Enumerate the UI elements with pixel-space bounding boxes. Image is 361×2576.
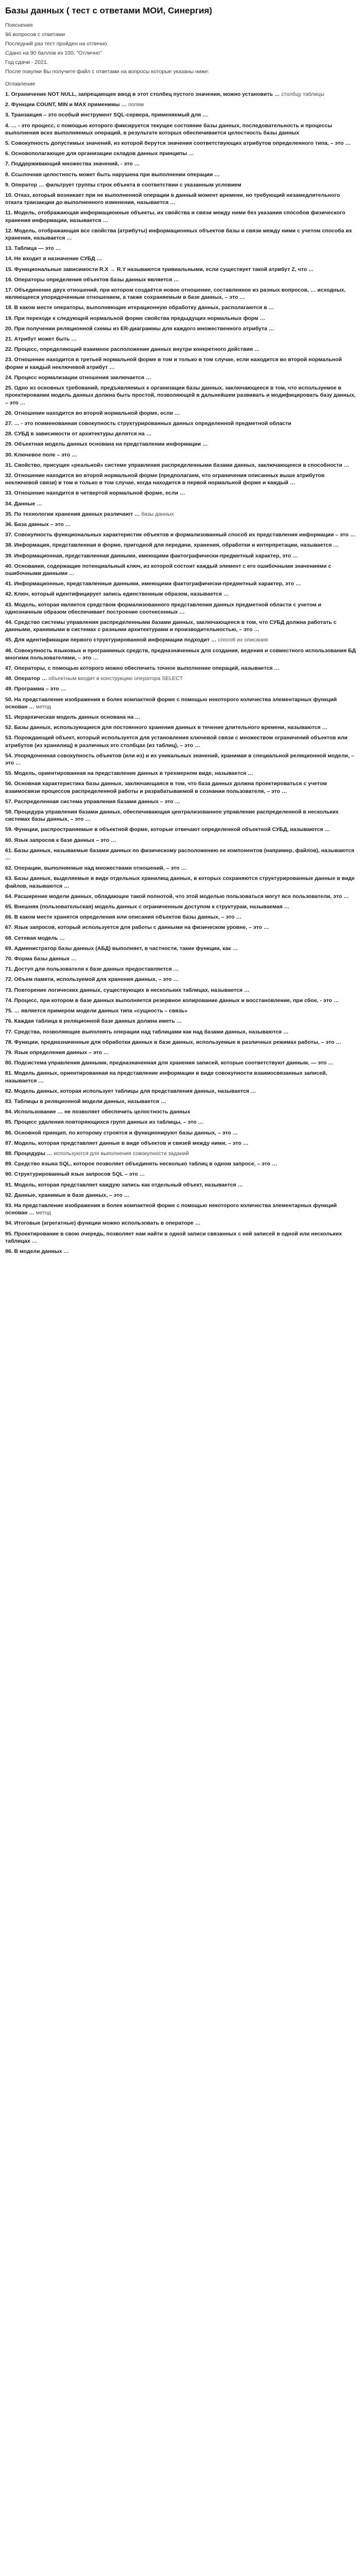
question-item (5, 192, 356, 206)
question-item (5, 209, 356, 224)
question-item (5, 847, 356, 861)
question-item (5, 325, 356, 332)
question-item (5, 1140, 356, 1147)
question-text: 78. Функции, предназначенные для обработки данных в базе данных, используемые в различных режимах работы, – это … (5, 1039, 341, 1045)
question-item (5, 893, 356, 900)
question-item (5, 101, 356, 108)
question-item (5, 1039, 356, 1046)
question-item (5, 315, 356, 322)
question-item (5, 451, 356, 459)
question-item (5, 1230, 356, 1245)
question-item (5, 696, 356, 710)
question-text: 44. Средство системы управления распределенными базами данных, заключающееся в том, что СУБД должна работать с данными, хранимыми в системах с разными архитектурами и производительностью, – это … (5, 619, 337, 633)
question-text: 9. Оператор … фильтрует группы строк объекта в соответствии с указанным условием (5, 181, 242, 188)
question-item (5, 734, 356, 749)
question-text: 84. Использование … не позволяет обеспечить целостность данных (5, 1109, 191, 1115)
question-text: 75. … является примером модели данных типа «сущность – связь» (5, 1008, 187, 1014)
question-item (5, 1098, 356, 1105)
question-item (5, 590, 356, 598)
question-text: 93. На представление изображения в более компактной форме с помощью некоторого количества элементарных функций основан … (5, 1202, 337, 1216)
question-text: 52. Базы данных, использующиеся для постоянного хранения данных в течение длительного времени, называются … (5, 724, 328, 731)
question-text: 43. Модель, которая является средством формализованного представления данных предметной области с учетом и однозначным образом обеспечивает построение соотнесенных … (5, 601, 321, 615)
question-item (5, 1049, 356, 1056)
question-text: 18. В каком месте операторы, выполняющие итерационную обработку данных, располагаются в … (5, 304, 274, 311)
question-item (5, 837, 356, 844)
question-item (5, 472, 356, 486)
question-item (5, 521, 356, 528)
question-text: 56. Основная характеристика базы данных, заключающаяся в том, что база данных должна проектироваться с учетом взаимосвязи процессов распределенной работы и разрабатываемой в сознании пользователя, – это … (5, 781, 327, 794)
question-text: 1. Ограничение NOT NULL, запрещающее ввод в этот столбец пустого значения, можно установить … (5, 91, 280, 97)
question-item (5, 724, 356, 731)
question-item (5, 987, 356, 994)
question-text: 80. Подсистема управления данными, предназначенная для хранения записей, которые соответствуют данным, — это … (5, 1060, 334, 1066)
question-text: 46. Совокупность языковых и программных средств, предназначенных для создания, ведения и совместного использования БД многими пользователями, – это … (5, 647, 356, 661)
question-item (5, 122, 356, 137)
question-item (5, 500, 356, 507)
question-text: 66. В каком месте хранятся определения или описания объектов базы данных, – это … (5, 914, 242, 921)
question-text: 11. Модель, отображающая информационные объекты, их свойства и связи между ними без указания способов физического хранения информации, называется … (5, 210, 346, 224)
question-item (5, 665, 356, 672)
question-item (5, 798, 356, 805)
meta-line: 96 вопросов с ответами (5, 31, 65, 38)
question-answer: столбцу таблицы (281, 91, 324, 97)
question-item (5, 752, 356, 767)
question-text: 20. При получении реляционной схемы из ER-диаграммы для каждого множественного атрибута … (5, 325, 274, 332)
question-item (5, 808, 356, 823)
meta-line: Сдано на 90 баллов из 100, "Отлично" (5, 50, 102, 56)
question-text: 48. Оператор … (5, 675, 47, 682)
question-answer: способ их описания (218, 637, 268, 643)
question-item (5, 245, 356, 252)
question-item (5, 160, 356, 167)
question-text: 58. Процедура управления базами данных, обеспечивающая централизованное управление распределенной в нескольких системах базы данных, – это … (5, 809, 339, 823)
question-text: 54. Упорядоченная совокупность объектов (или из) и их уникальных значений, хранимая в специальной реляционной модели, – это … (5, 752, 354, 767)
question-text: 21. Атрибут может быть … (5, 336, 77, 343)
question-item (5, 1171, 356, 1178)
questions-list (5, 91, 356, 1255)
question-text: 28. СУБД в зависимости от архитектуры делятся на … (5, 431, 152, 437)
question-text: 49. Программа – это … (5, 686, 66, 692)
question-text: 51. Иерархическая модель данных основана на … (5, 714, 141, 720)
question-item (5, 440, 356, 448)
question-item (5, 266, 356, 273)
question-text: 82. Модель данных, которая использует таблицы для представления данных, называется … (5, 1088, 256, 1094)
question-text: 36. База данных – это … (5, 521, 71, 528)
question-item (5, 1028, 356, 1036)
meta-line: После покупки Вы получите файл с ответами на вопросы которые указаны ниже: (5, 69, 210, 75)
question-text: 17. Объединение двух отношений, при котором создаётся новое отношение, составленное из разных вопросов, … исходных, являющееся упорядоченным отношением, а также сохраняемым в базе данных, – это … (5, 287, 346, 301)
question-text: 2. Функции COUNT, MIN и MAX применимы … (5, 101, 127, 108)
meta-line: Пояснения (5, 22, 33, 28)
question-item (5, 1150, 356, 1157)
question-item (5, 945, 356, 952)
question-text: 63. Базы данных, выделяемые в виде отдельных хранилищ данных, в которых сохраняются структурированные данные в виде файлов, называются … (5, 875, 355, 889)
question-item (5, 770, 356, 777)
question-item (5, 410, 356, 417)
question-item (5, 346, 356, 353)
question-item (5, 171, 356, 178)
question-text: 40. Основания, содержащие потенциальный ключ, из которой состоит каждый элемент с его ошибочными значениями с ошибочными данными … (5, 563, 332, 577)
question-item (5, 647, 356, 662)
meta-line: Последний раз тест пройден на отлично. (5, 41, 109, 47)
question-text: 95. Проектирование в свою очередь, позволяет нам найти в одной записи связанных с ней записей в одной или нескольких таблицах … (5, 1230, 342, 1244)
question-item (5, 489, 356, 497)
question-text: 76. Каждая таблица в реляционной базе данных должна иметь … (5, 1018, 182, 1025)
question-text: 70. Форма базы данных … (5, 956, 77, 962)
question-item (5, 384, 356, 406)
question-item (5, 955, 356, 962)
question-item (5, 913, 356, 921)
questions-label: Оглавление (5, 81, 36, 87)
question-item (5, 714, 356, 721)
question-text: 81. Модель данных, ориентированная на представление информации в виде совокупности взаимосвязанных записей, называется … (5, 1070, 328, 1084)
page (0, 0, 361, 1268)
question-item (5, 1202, 356, 1216)
question-answer: метод (36, 703, 51, 710)
question-text: 33. Отношение находится в четвертой нормальной форме, если … (5, 490, 185, 497)
question-text: 41. Информационные, представленные данными, имеющими фактографически-предметный характер, это … (5, 581, 301, 587)
question-text: 22. Процесс, определяющий взаимное расположение данных внутри конкретного действия … (5, 346, 260, 353)
question-item (5, 965, 356, 973)
question-text: 90. Структурированный язык запросов SQL – это … (5, 1171, 145, 1178)
question-text: 92. Данные, хранимые в базе данных, – это … (5, 1192, 130, 1198)
question-text: 72. Объем памяти, используемой для хранения данных, – это … (5, 976, 179, 983)
question-text: 37. Совокупность функциональных характеристик объектов и формализованный способ их представления информации – это … (5, 532, 356, 538)
question-text: 91. Модель, которая представляет каждую запись как отдельный объект, называется … (5, 1181, 243, 1188)
question-text: 25. Одно из основных требований, предъявляемых к организации базы данных, заключающееся в том, что используемое в проектировании модель данных должна быть простой, позволяющей в дальнейшем развивать и модифицировать базу данных, – это … (5, 385, 356, 406)
question-text: 62. Операции, выполняемые над множествами отношений, – это … (5, 865, 186, 872)
question-item (5, 875, 356, 889)
question-item (5, 1118, 356, 1126)
question-item (5, 1088, 356, 1095)
question-text: 24. Процесс нормализации отношения заключается … (5, 374, 151, 381)
question-text: 85. Процесс удаления повторяющихся групп данных из таблицы, – это … (5, 1119, 204, 1126)
question-text: 73. Повторение логических данных, существующих в нескольких таблицах, называется … (5, 987, 250, 993)
question-item (5, 91, 356, 98)
question-item (5, 1007, 356, 1014)
question-text: 35. По технологии хранения данных различают … (5, 511, 140, 517)
question-item (5, 619, 356, 633)
question-item (5, 1181, 356, 1189)
question-item (5, 997, 356, 1004)
question-item (5, 356, 356, 370)
meta-block (5, 22, 356, 75)
question-text: 57. Распределенная система управления базами данных – это … (5, 798, 181, 805)
question-text: 53. Порождающий объект, который используется для установления ключевой связи с множеством ограничений объектов или атрибутов (из хранилищ) в различных его столбцах (из таблиц), – это … (5, 735, 348, 749)
question-text: 32. Отношение находится во второй нормальной форме (предполагаем, что ограничения описанных выше атрибутов неключевой связи) в том и только в том случае, когда находится в первой нормальной форме и каждый … (5, 472, 325, 486)
question-text: 19. При переходе к следующей нормальной форме свойства предыдущих нормальных форм … (5, 315, 266, 321)
question-text: 29. Объектная модель данных основана на представлении информации … (5, 441, 208, 448)
question-item (5, 1192, 356, 1199)
question-item (5, 430, 356, 437)
question-text: 23. Отношение находится в третьей нормальной форме в том и только в том случае, если находится во второй нормальной форме и каждый неключевой атрибут … (5, 357, 342, 370)
question-text: 69. Администратор базы данных (АБД) выполняет, в частности, такие функции, как … (5, 945, 238, 952)
question-text: 26. Отношение находится во второй нормальной форме, если … (5, 410, 180, 416)
question-text: 30. Ключевое поле – это … (5, 451, 77, 458)
question-text: 5. Совокупность допустимых значений, из которой берутся значения соответствующих атрибутов определенного типа, – это … (5, 140, 351, 147)
question-text: 42. Ключ, который идентифицирует запись единственным образом, называется … (5, 591, 229, 598)
question-item (5, 675, 356, 682)
question-item (5, 580, 356, 587)
question-item (5, 1248, 356, 1255)
question-text: 89. Средство языка SQL, которое позволяет объединять несколько таблиц в одном запросе, – это … (5, 1161, 278, 1167)
question-item (5, 541, 356, 549)
question-text: 67. Язык запросов, который используется для работы с данными на физическом уровне, – это … (5, 924, 269, 931)
question-item (5, 150, 356, 157)
question-item (5, 255, 356, 262)
question-text: 7. Поддерживающий множества значений, - это … (5, 161, 140, 167)
question-item (5, 304, 356, 311)
question-text: 38. Информация, представленная в форме, пригодной для передачи, хранения, обработки и интерпретации, называется … (5, 542, 339, 549)
question-text: 12. Модель, отображающая все свойства (атрибуты) информационных объектов базы и связи между ними с учетом способа их хранения, называется … (5, 227, 352, 242)
meta-line: Год сдачи - 2021. (5, 59, 48, 65)
question-text: 94. Итоговые (агрегатные) функции можно использовать в операторе … (5, 1220, 201, 1227)
question-text: 31. Свойство, присущее «реальной» системе управления распределенными базами данных, заключающееся в способности … (5, 462, 350, 468)
question-text: 87. Модель, которая представляет данные в виде объектов и связей между ними, – это … (5, 1140, 249, 1146)
question-item (5, 1160, 356, 1167)
question-text: 39. Информационная, представленная данными, имеющими фактографически-предметный характер, это … (5, 552, 298, 559)
question-text: 14. Не входит в назначение СУБД … (5, 256, 102, 262)
question-text: 8. Ссылочная целостность может быть нарушена при выполнении операции … (5, 171, 220, 178)
question-text: 64. Расширение модели данных, обладающее такой полнотой, что этой моделью пользоваться могут все пользователи, это … (5, 893, 349, 900)
question-item (5, 685, 356, 692)
question-text: 77. Средства, позволяющие выполнять операции над таблицами как над базами данных, называются … (5, 1028, 289, 1035)
page-title: Базы данных ( тест с ответами МОИ, Синергия) (5, 6, 212, 15)
question-item (5, 276, 356, 283)
question-text: 4. … - это процесс, с помощью которого фиксируется текущее состояние базы данных, последовательность и процессы выполнения всех выполняемых операций, в результате которых обеспечивается целостность базы данных (5, 122, 332, 136)
question-answer: используются для выполнения совокупности заданий (54, 1150, 189, 1157)
question-text: 6. Основополагающее для организации складов данных принципы … (5, 150, 194, 157)
question-answer: объектным входит в конструкцию оператора SELECT (48, 675, 183, 682)
question-text: 86. Основной принцип, по которому строятся и функционируют базы данных, – это … (5, 1129, 238, 1136)
question-text: 50. На представление изображения в более компактной форме с помощью некоторого количества элементарных функций основан … (5, 696, 337, 710)
question-text: 45. Для идентификации первого структурированной информации подходит … (5, 637, 217, 643)
question-text: 10. Отказ, который возникает при не выполненной операции в данный момент времени, но требующий незамедлительного отката транзакции до выполненного изменения, называется … (5, 192, 340, 206)
question-text: 88. Процедуры … (5, 1150, 53, 1157)
question-text: 83. Таблицы в реляционной модели данных, называется … (5, 1098, 166, 1105)
question-item (5, 903, 356, 910)
question-item (5, 1108, 356, 1115)
question-item (5, 140, 356, 147)
question-item (5, 286, 356, 301)
question-text: 15. Функциональные зависимости R.X → R.Y называются тривиальными, если существует такой атрибут Z, что … (5, 266, 314, 273)
question-text: 96. В модели данных … (5, 1248, 69, 1255)
question-text: 16. Операторы определения объектов базы данных является … (5, 276, 179, 283)
question-text: 71. Доступ для пользователя к базе данных предоставляется … (5, 966, 179, 973)
question-text: 3. Транзакция – это особый инструмент SQL-сервера, применяемый для … (5, 112, 208, 118)
question-item (5, 865, 356, 872)
question-answer: метод (36, 1210, 51, 1216)
question-item (5, 601, 356, 616)
question-answer: базы данных (141, 511, 174, 517)
question-item (5, 552, 356, 560)
question-item (5, 335, 356, 343)
question-text: 60. Язык запросов к базе данных – это … (5, 837, 116, 843)
question-item (5, 924, 356, 931)
question-item (5, 462, 356, 469)
question-text: 27. … - это поименованная совокупность структурированных данных определенной предметной области (5, 420, 291, 427)
question-text: 13. Таблица — это … (5, 245, 61, 252)
question-item (5, 420, 356, 427)
question-item (5, 511, 356, 518)
question-text: 74. Процесс, при котором в базе данных выполняется резервное копирование данных и восстановление, при сбое, - это … (5, 997, 339, 1004)
question-text: 79. Язык определения данных – это … (5, 1049, 109, 1056)
question-answer: полям (128, 101, 144, 108)
question-item (5, 227, 356, 242)
question-item (5, 563, 356, 577)
question-item (5, 1059, 356, 1066)
question-item (5, 1070, 356, 1084)
question-item (5, 1219, 356, 1227)
question-item (5, 1018, 356, 1025)
question-text: 59. Функции, распространяемые в объектной форме, которые отвечают определенной объектной СУБД, называются … (5, 826, 330, 833)
question-text: 65. Внешняя (пользовательская) модель данных с ограниченным доступом к структурам, называемая … (5, 904, 290, 910)
question-text: 47. Операторы, с помощью которого можно обеспечить точное выполнение операций, называется … (5, 665, 280, 671)
question-item (5, 181, 356, 189)
question-text: 61. Базы данных, называемые базами данных по физическому расположению ее компонентов (например, файлов), называются … (5, 847, 354, 861)
question-item (5, 1129, 356, 1137)
question-item (5, 826, 356, 833)
question-item (5, 935, 356, 942)
question-text: 55. Модель, ориентированная на представление данных в трехмерном виде, называется … (5, 770, 253, 777)
question-item (5, 374, 356, 381)
question-item (5, 976, 356, 983)
question-item (5, 111, 356, 118)
question-item (5, 780, 356, 794)
question-item (5, 636, 356, 643)
question-text: 34. Данные … (5, 500, 42, 507)
question-item (5, 531, 356, 538)
question-text: 68. Сетевая модель … (5, 935, 65, 941)
